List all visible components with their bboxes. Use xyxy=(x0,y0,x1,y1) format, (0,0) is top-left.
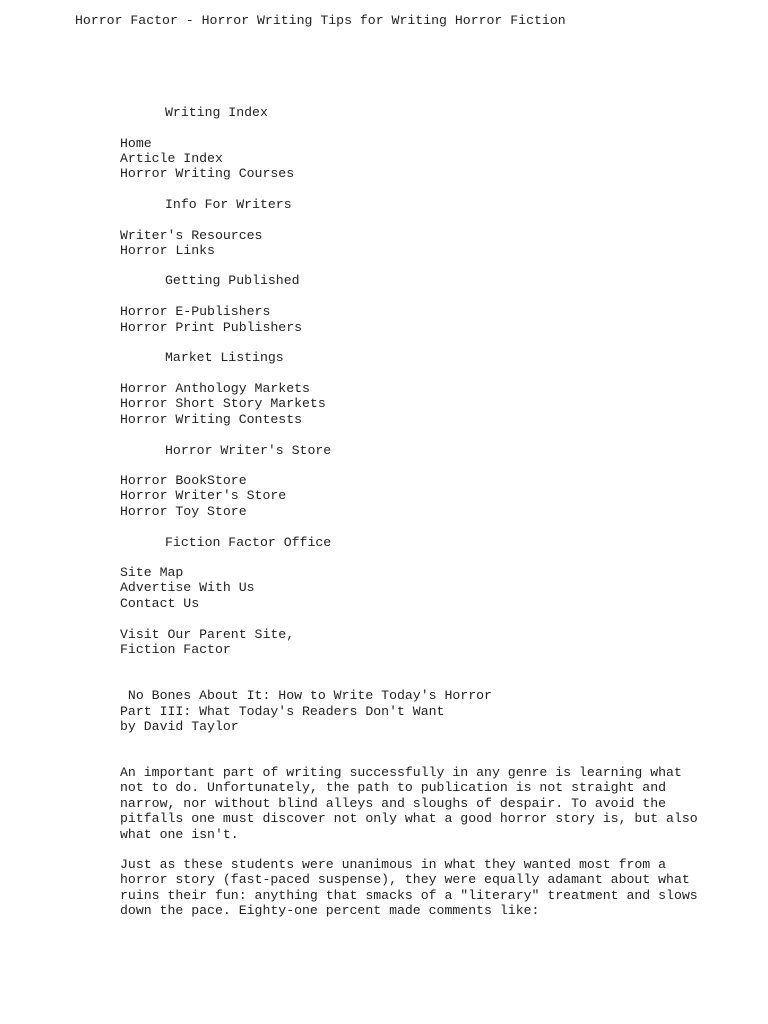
nav-link-horror-links[interactable]: Horror Links xyxy=(120,243,215,258)
nav-heading-fiction-factor-office: Fiction Factor Office xyxy=(165,535,332,550)
nav-link-horror-writers-store[interactable]: Horror Writer's Store xyxy=(120,488,287,503)
nav-link-advertise-with-us[interactable]: Advertise With Us xyxy=(120,580,255,595)
nav-link-horror-writing-courses[interactable]: Horror Writing Courses xyxy=(120,166,295,181)
nav-heading-writers-store: Horror Writer's Store xyxy=(165,443,332,458)
nav-heading-writing-index: Writing Index xyxy=(165,105,268,120)
nav-link-site-map[interactable]: Site Map xyxy=(120,565,184,580)
nav-link-fiction-factor[interactable]: Fiction Factor xyxy=(120,642,231,657)
article-subtitle: Part III: What Today's Readers Don't Want xyxy=(120,704,445,719)
nav-link-horror-toy-store[interactable]: Horror Toy Store xyxy=(120,504,247,519)
nav-link-horror-print-publishers[interactable]: Horror Print Publishers xyxy=(120,320,303,335)
nav-link-contact-us[interactable]: Contact Us xyxy=(120,596,200,611)
page-title: Horror Factor - Horror Writing Tips for Writing Horror Fiction xyxy=(75,13,566,28)
nav-link-horror-bookstore[interactable]: Horror BookStore xyxy=(120,473,247,488)
nav-heading-market-listings: Market Listings xyxy=(165,350,284,365)
nav-link-writers-resources[interactable]: Writer's Resources xyxy=(120,228,263,243)
parent-site-label: Visit Our Parent Site, xyxy=(120,627,295,642)
article-title: No Bones About It: How to Write Today's Horror xyxy=(120,688,492,703)
nav-link-article-index[interactable]: Article Index xyxy=(120,151,223,166)
nav-link-horror-e-publishers[interactable]: Horror E-Publishers xyxy=(120,304,271,319)
nav-heading-info-for-writers: Info For Writers xyxy=(165,197,292,212)
article-paragraph: An important part of writing successfully in any genre is learning what not to do. Unfortunately, the path to publication is not straight and narrow, nor without blind alleys and sloughs of despair. To avoid the pitfalls one must discover not only what a good horror story is, but also what one isn't. xyxy=(120,765,698,842)
nav-link-home[interactable]: Home xyxy=(120,136,152,151)
nav-link-horror-short-story-markets[interactable]: Horror Short Story Markets xyxy=(120,396,326,411)
article-byline: by David Taylor xyxy=(120,719,239,734)
nav-link-horror-anthology-markets[interactable]: Horror Anthology Markets xyxy=(120,381,310,396)
nav-heading-getting-published: Getting Published xyxy=(165,273,300,288)
article-paragraph: Just as these students were unanimous in what they wanted most from a horror story (fast-paced suspense), they were equally adamant about what ruins their fun: anything that smacks of a "literary" treatment and slows down the pace. Eighty-one percent made comments like: xyxy=(120,857,698,919)
nav-link-horror-writing-contests[interactable]: Horror Writing Contests xyxy=(120,412,303,427)
